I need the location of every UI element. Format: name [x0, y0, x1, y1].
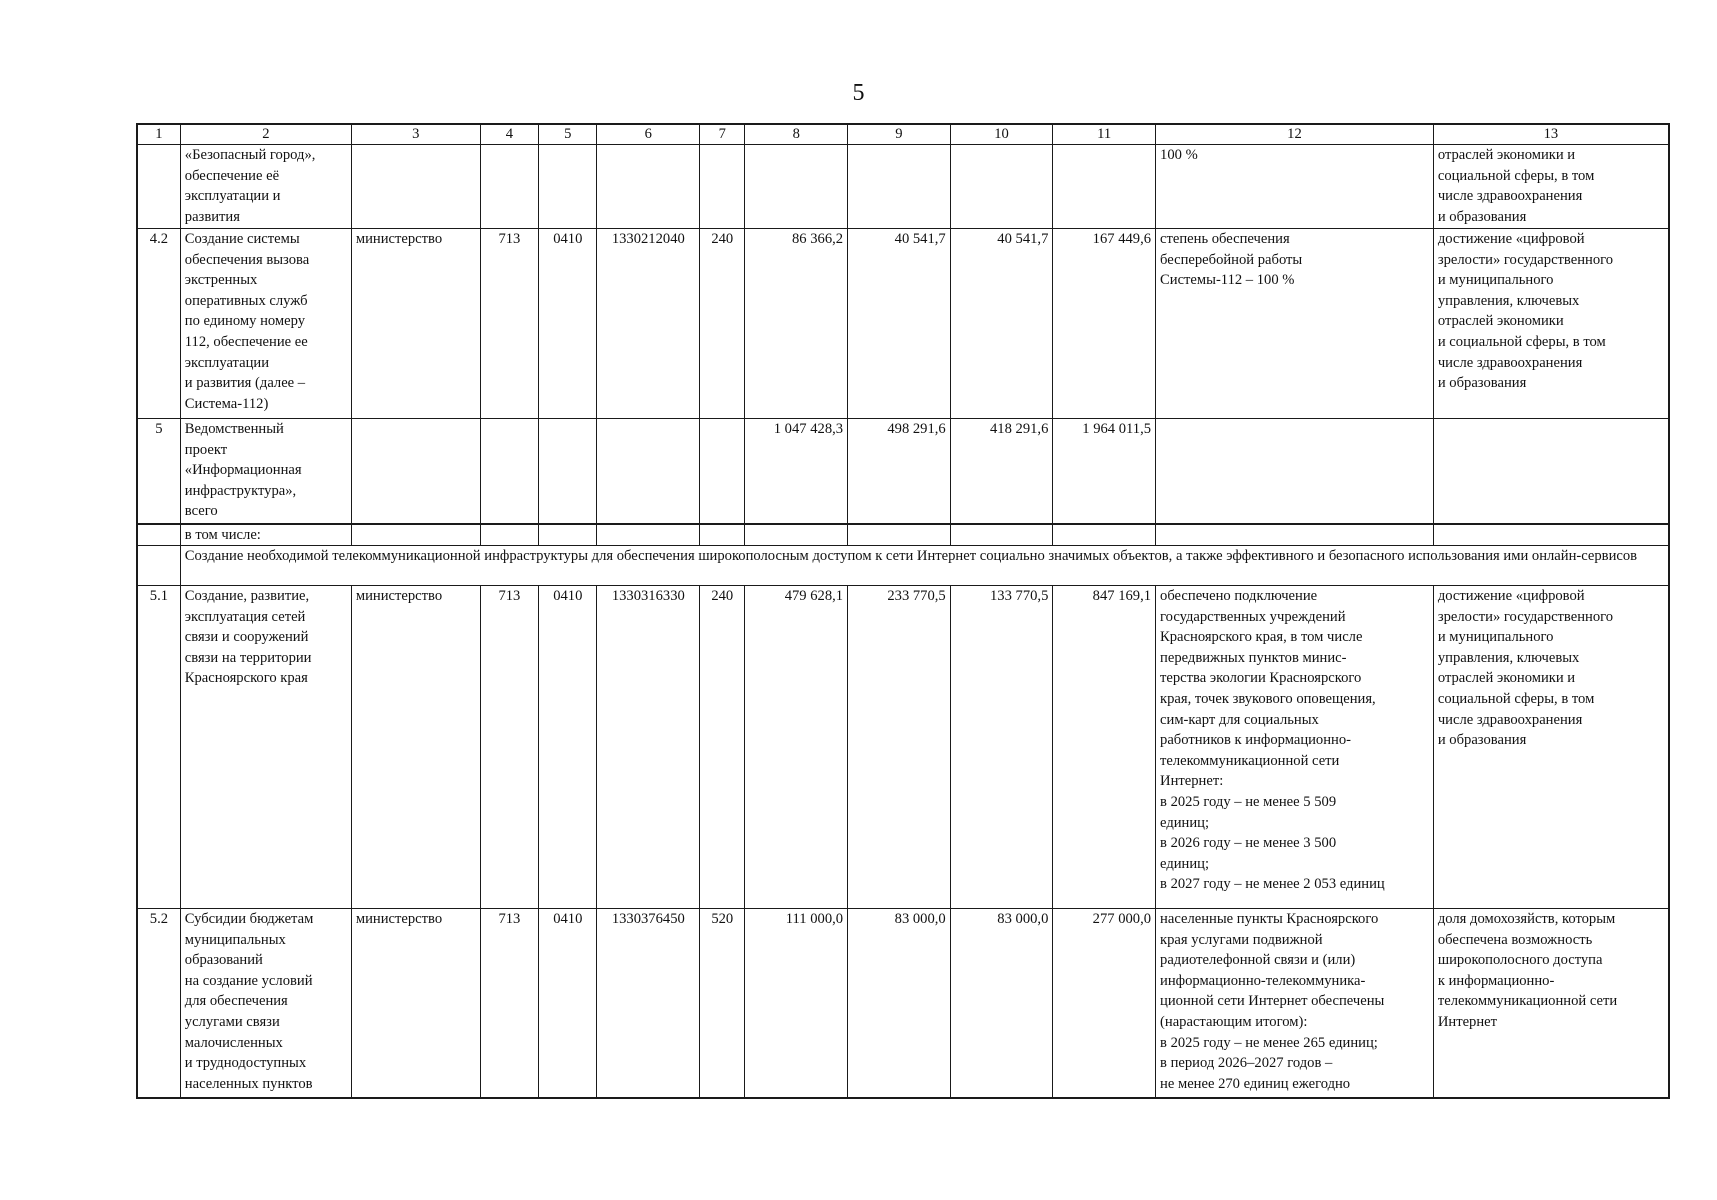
expense-type: 240 — [700, 586, 745, 909]
amount-total: 847 169,1 — [1053, 586, 1156, 909]
amount-2025: 479 628,1 — [745, 586, 848, 909]
target-code: 1330316330 — [597, 586, 700, 909]
measure-name: Субсидии бюджетам муниципальных образований на создание условий для обеспечения услугами связи малочисленных и труднодоступных населенных пунктов — [180, 909, 351, 1098]
goal-indicator: отраслей экономики и социальной сферы, в том числе здравоохранения и образования — [1433, 145, 1669, 229]
header-cell: 9 — [848, 124, 951, 145]
header-cell: 4 — [480, 124, 538, 145]
amount-2025: 1 047 428,3 — [745, 419, 848, 524]
header-cell: 2 — [180, 124, 351, 145]
grbs-code: 713 — [480, 586, 538, 909]
table-row — [137, 524, 1669, 546]
header-cell: 1 — [137, 124, 180, 145]
budget-table — [136, 123, 1670, 1099]
header-cell: 3 — [351, 124, 480, 145]
expected-result: обеспечено подключение государственных учреждений Красноярского края, в том числе передвижных пунктов минис- терства экологии Красноярского края, точек звукового оповещения, сим-карт для социальных работников к информационно- телекоммуникационной сети Интернет: в 2025 году – не менее 5 509 единиц; в 2026 году – не менее 3 500 единиц; в 2027 году – не менее 2 053 единиц — [1156, 586, 1434, 909]
measure-name: Создание системы обеспечения вызова экстренных оперативных служб по единому номеру 112, обеспечение ее эксплуатации и развития (далее – Система-112) — [180, 229, 351, 419]
goal-indicator: достижение «цифровой зрелости» государственного и муниципального управления, ключевых отраслей экономики и социальной сферы, в том числе здравоохранения и образования — [1433, 229, 1669, 419]
measure-name: Ведомственный проект «Информационная инфраструктура», всего — [180, 419, 351, 524]
measure-name: «Безопасный город», обеспечение её эксплуатации и развития — [180, 145, 351, 229]
responsible: министерство — [351, 586, 480, 909]
header-cell: 8 — [745, 124, 848, 145]
row-number: 5 — [137, 419, 180, 524]
header-cell: 10 — [950, 124, 1053, 145]
task-text: Создание необходимой телекоммуникационной инфраструктуры для обеспечения широкополосным доступом к сети Интернет социально значимых объектов, а также эффективного и безопасного использования ими онлайн-сервисов — [180, 546, 1669, 586]
measure-name: Создание, развитие, эксплуатация сетей связи и сооружений связи на территории Красноярского края — [180, 586, 351, 909]
header-cell: 11 — [1053, 124, 1156, 145]
expected-result: 100 % — [1156, 145, 1434, 229]
table-row — [137, 909, 1669, 1098]
expected-result: степень обеспечения бесперебойной работы Системы-112 – 100 % — [1156, 229, 1434, 419]
row-number: 4.2 — [137, 229, 180, 419]
expense-type: 240 — [700, 229, 745, 419]
expense-type: 520 — [700, 909, 745, 1098]
amount-2027: 40 541,7 — [950, 229, 1053, 419]
responsible: министерство — [351, 229, 480, 419]
amount-2026: 40 541,7 — [848, 229, 951, 419]
section-code: 0410 — [539, 586, 597, 909]
amount-2027: 83 000,0 — [950, 909, 1053, 1098]
amount-2026: 498 291,6 — [848, 419, 951, 524]
header-cell: 5 — [539, 124, 597, 145]
row-number: 5.2 — [137, 909, 180, 1098]
goal-indicator: доля домохозяйств, которым обеспечена возможность широкополосного доступа к информационно- телекоммуникационной сети Интернет — [1433, 909, 1669, 1098]
page-number: 5 — [852, 80, 865, 106]
including-label: в том числе: — [180, 524, 351, 546]
header-cell: 7 — [700, 124, 745, 145]
amount-total: 1 964 011,5 — [1053, 419, 1156, 524]
table-row — [137, 229, 1669, 419]
expected-result: населенные пункты Красноярского края услугами подвижной радиотелефонной связи и (или) информационно-телекоммуника- ционной сети Интернет обеспечены (нарастающим итогом): в 2025 году – не менее 265 единиц; в период 2026–2027 годов – не менее 270 единиц ежегодно — [1156, 909, 1434, 1098]
amount-2025: 86 366,2 — [745, 229, 848, 419]
section-code: 0410 — [539, 909, 597, 1098]
target-code: 1330212040 — [597, 229, 700, 419]
header-cell: 6 — [597, 124, 700, 145]
table-row — [137, 145, 1669, 229]
table-row — [137, 419, 1669, 524]
section-code: 0410 — [539, 229, 597, 419]
amount-2026: 83 000,0 — [848, 909, 951, 1098]
table-row — [137, 586, 1669, 909]
grbs-code: 713 — [480, 909, 538, 1098]
amount-total: 167 449,6 — [1053, 229, 1156, 419]
responsible: министерство — [351, 909, 480, 1098]
grbs-code: 713 — [480, 229, 538, 419]
header-cell: 12 — [1156, 124, 1434, 145]
goal-indicator: достижение «цифровой зрелости» государственного и муниципального управления, ключевых отраслей экономики и социальной сферы, в том числе здравоохранения и образования — [1433, 586, 1669, 909]
header-cell: 13 — [1433, 124, 1669, 145]
target-code: 1330376450 — [597, 909, 700, 1098]
amount-2025: 111 000,0 — [745, 909, 848, 1098]
task-row — [137, 546, 1669, 586]
amount-2027: 418 291,6 — [950, 419, 1053, 524]
row-number: 5.1 — [137, 586, 180, 909]
amount-2027: 133 770,5 — [950, 586, 1053, 909]
amount-total: 277 000,0 — [1053, 909, 1156, 1098]
amount-2026: 233 770,5 — [848, 586, 951, 909]
column-number-row — [137, 124, 1669, 145]
